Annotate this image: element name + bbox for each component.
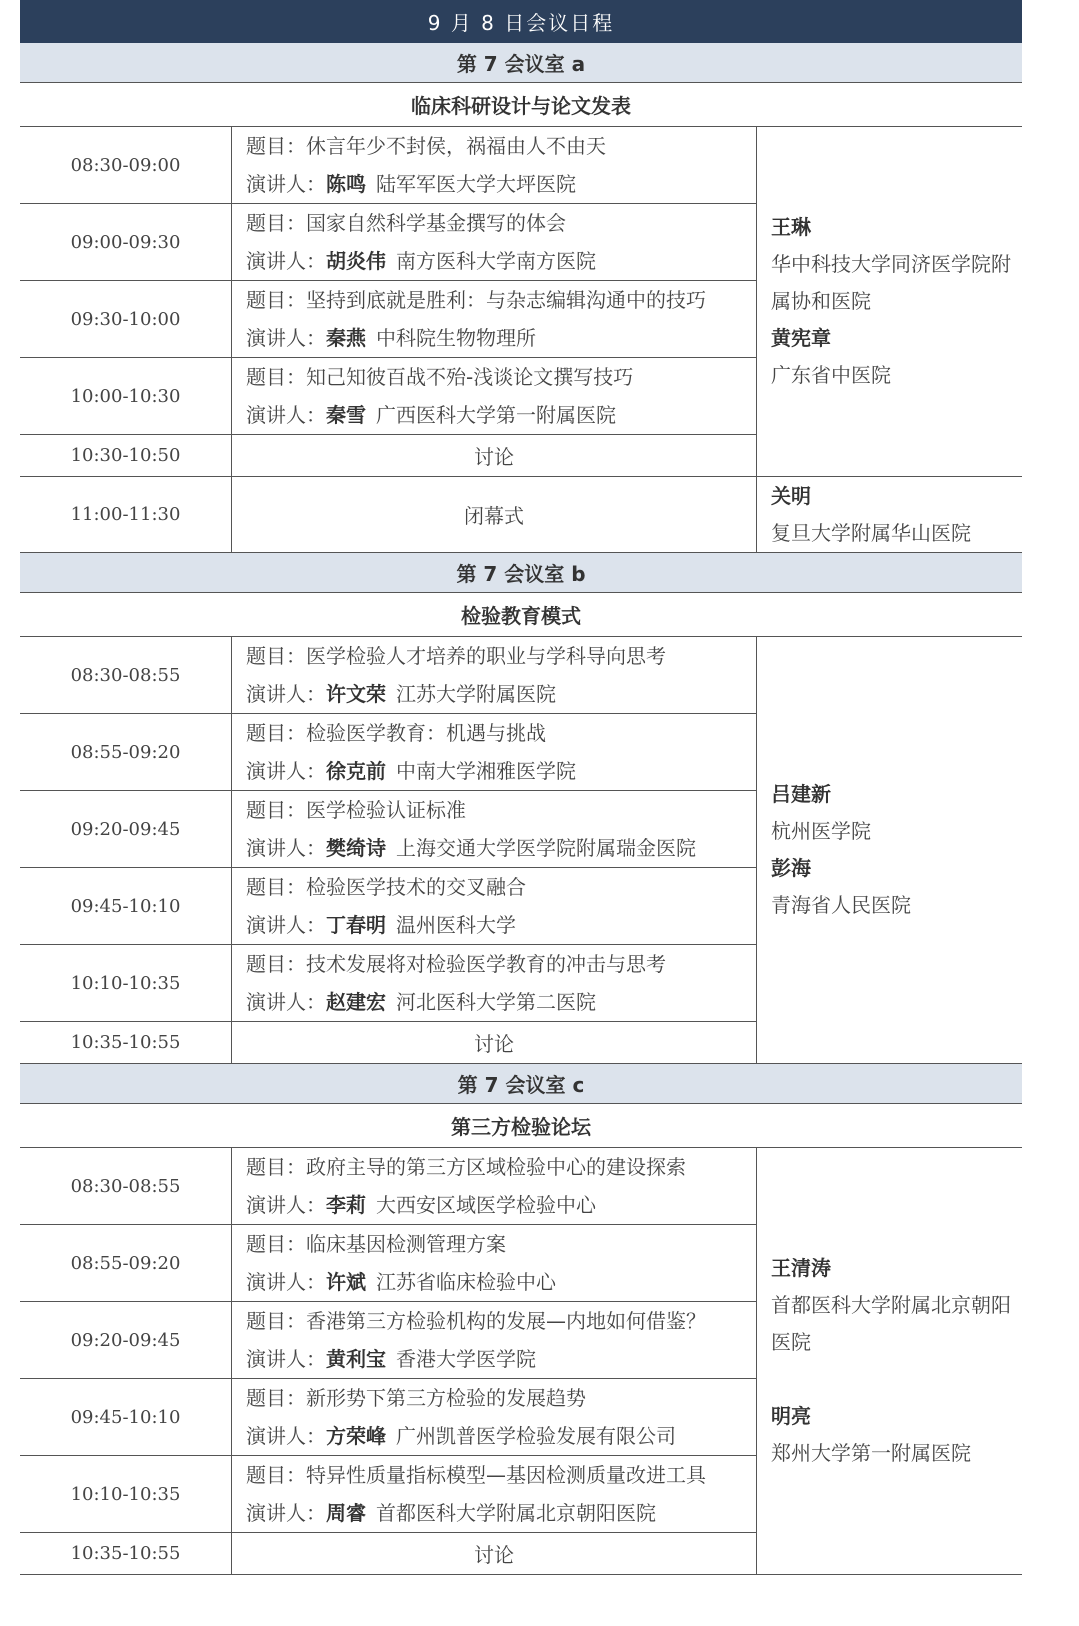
chair-affiliation: 华中科技大学同济医学院附 (771, 252, 1011, 276)
chair-name: 关明 (771, 483, 811, 508)
table-row (20, 1148, 1022, 1225)
speaker-name: 秦雪 (326, 403, 366, 427)
chair-affiliation: 广东省中医院 (771, 363, 891, 387)
chair-name: 黄宪章 (771, 326, 831, 350)
talk-cell (232, 1456, 757, 1533)
time-cell: 09:45-10:10 (20, 1379, 232, 1456)
talk-title: 题目：特异性质量指标模型—基因检测质量改进工具 (246, 1463, 706, 1487)
time-cell: 10:00-10:30 (20, 358, 232, 435)
speaker-name: 许文荣 (326, 682, 386, 706)
speaker-affiliation: 南方医科大学南方医院 (396, 249, 596, 273)
chair-name: 吕建新 (771, 782, 831, 806)
speaker-affiliation: 陆军军医大学大坪医院 (376, 172, 576, 196)
chair-cell (757, 1148, 1023, 1575)
speaker-label: 演讲人： (246, 990, 326, 1014)
time-cell: 09:45-10:10 (20, 868, 232, 945)
talk-cell (232, 127, 757, 204)
schedule-table-a (20, 127, 1022, 553)
talk-cell (232, 945, 757, 1022)
speaker-name: 方荣峰 (326, 1424, 386, 1448)
speaker-name: 徐克前 (326, 759, 386, 783)
room-header-a: 第 7 会议室 a (20, 43, 1022, 83)
schedule-table-b (20, 637, 1022, 1064)
chair-name: 王清涛 (771, 1256, 831, 1280)
time-cell: 09:00-09:30 (20, 204, 232, 281)
talk-speaker-line (246, 1494, 756, 1532)
schedule-table-c (20, 1148, 1022, 1575)
talk-cell (232, 358, 757, 435)
talk-title: 题目：检验医学技术的交叉融合 (246, 875, 526, 899)
talk-speaker-line (246, 829, 756, 867)
time-cell: 10:35-10:55 (20, 1022, 232, 1064)
speaker-affiliation: 中南大学湘雅医学院 (396, 759, 576, 783)
talk-speaker-line (246, 165, 756, 203)
speaker-label: 演讲人： (246, 326, 326, 350)
time-cell: 08:55-09:20 (20, 714, 232, 791)
table-row (20, 637, 1022, 714)
talk-speaker-line (246, 675, 756, 713)
chair-affiliation: 首都医科大学附属北京朝阳 (771, 1293, 1011, 1317)
chair-affiliation: 复旦大学附属华山医院 (771, 520, 971, 545)
speaker-name: 丁春明 (326, 913, 386, 937)
talk-cell (232, 714, 757, 791)
talk-speaker-line (246, 319, 756, 357)
speaker-name: 陈鸣 (326, 172, 366, 196)
talk-cell (232, 1302, 757, 1379)
talk-cell (232, 1148, 757, 1225)
talk-title: 题目：临床基因检测管理方案 (246, 1232, 506, 1256)
talk-title: 题目：香港第三方检验机构的发展—内地如何借鉴？ (246, 1309, 706, 1333)
talk-speaker-line (246, 396, 756, 434)
speaker-label: 演讲人： (246, 1501, 326, 1525)
time-cell: 08:30-08:55 (20, 637, 232, 714)
talk-title: 题目：检验医学教育：机遇与挑战 (246, 721, 546, 745)
speaker-affiliation: 江苏省临床检验中心 (376, 1270, 556, 1294)
time-cell: 09:20-09:45 (20, 791, 232, 868)
speaker-name: 李莉 (326, 1193, 366, 1217)
chair-cell (757, 637, 1023, 1064)
schedule-page (20, 0, 1022, 1575)
time-cell: 08:30-08:55 (20, 1148, 232, 1225)
talk-speaker-line (246, 1263, 756, 1301)
speaker-label: 演讲人： (246, 836, 326, 860)
table-row (20, 477, 1022, 553)
time-cell: 10:35-10:55 (20, 1533, 232, 1575)
room-header-c: 第 7 会议室 c (20, 1064, 1022, 1104)
talk-title: 题目：知己知彼百战不殆-浅谈论文撰写技巧 (246, 365, 634, 389)
chair-name: 明亮 (771, 1404, 811, 1428)
talk-cell (232, 1225, 757, 1302)
chair-name: 彭海 (771, 856, 811, 880)
speaker-label: 演讲人： (246, 172, 326, 196)
speaker-name: 胡炎伟 (326, 249, 386, 273)
talk-title: 题目：技术发展将对检验医学教育的冲击与思考 (246, 952, 666, 976)
chair-spacer (771, 1361, 1022, 1398)
discussion-cell: 讨论 (232, 1533, 757, 1575)
session-topic-a: 临床科研设计与论文发表 (20, 83, 1022, 127)
speaker-affiliation: 中科院生物物理所 (376, 326, 536, 350)
speaker-name: 黄利宝 (326, 1347, 386, 1371)
speaker-affiliation: 广州凯普医学检验发展有限公司 (396, 1424, 676, 1448)
speaker-name: 赵建宏 (326, 990, 386, 1014)
speaker-affiliation: 江苏大学附属医院 (396, 682, 556, 706)
chair-affiliation: 青海省人民医院 (771, 893, 911, 917)
chair-cell (757, 477, 1023, 553)
time-cell: 09:30-10:00 (20, 281, 232, 358)
time-cell: 08:55-09:20 (20, 1225, 232, 1302)
talk-cell (232, 1379, 757, 1456)
talk-title: 题目：政府主导的第三方区域检验中心的建设探索 (246, 1155, 686, 1179)
time-cell: 10:10-10:35 (20, 945, 232, 1022)
talk-speaker-line (246, 1417, 756, 1455)
speaker-label: 演讲人： (246, 913, 326, 937)
closing-cell: 闭幕式 (232, 477, 757, 553)
speaker-affiliation: 香港大学医学院 (396, 1347, 536, 1371)
talk-title: 题目：休言年少不封侯，祸福由人不由天 (246, 134, 606, 158)
speaker-label: 演讲人： (246, 1424, 326, 1448)
discussion-cell: 讨论 (232, 1022, 757, 1064)
table-row (20, 127, 1022, 204)
speaker-affiliation: 广西医科大学第一附属医院 (376, 403, 616, 427)
talk-speaker-line (246, 906, 756, 944)
talk-title: 题目：医学检验认证标准 (246, 798, 466, 822)
talk-cell (232, 791, 757, 868)
speaker-label: 演讲人： (246, 1347, 326, 1371)
speaker-label: 演讲人： (246, 1193, 326, 1217)
chair-affiliation: 郑州大学第一附属医院 (771, 1441, 971, 1465)
session-topic-b: 检验教育模式 (20, 593, 1022, 637)
discussion-cell: 讨论 (232, 435, 757, 477)
talk-title: 题目：新形势下第三方检验的发展趋势 (246, 1386, 586, 1410)
talk-speaker-line (246, 752, 756, 790)
chair-name: 王琳 (771, 215, 811, 239)
speaker-affiliation: 河北医科大学第二医院 (396, 990, 596, 1014)
talk-cell (232, 204, 757, 281)
speaker-affiliation: 温州医科大学 (396, 913, 516, 937)
talk-speaker-line (246, 1340, 756, 1378)
speaker-affiliation: 大西安区域医学检验中心 (376, 1193, 596, 1217)
speaker-label: 演讲人： (246, 249, 326, 273)
talk-title: 题目：医学检验人才培养的职业与学科导向思考 (246, 644, 666, 668)
speaker-affiliation: 上海交通大学医学院附属瑞金医院 (396, 836, 696, 860)
chair-affiliation: 医院 (771, 1330, 811, 1354)
speaker-label: 演讲人： (246, 682, 326, 706)
speaker-name: 秦燕 (326, 326, 366, 350)
speaker-name: 许斌 (326, 1270, 366, 1294)
talk-cell (232, 637, 757, 714)
time-cell: 09:20-09:45 (20, 1302, 232, 1379)
session-topic-c: 第三方检验论坛 (20, 1104, 1022, 1148)
speaker-name: 周睿 (326, 1501, 366, 1525)
speaker-label: 演讲人： (246, 403, 326, 427)
time-cell: 11:00-11:30 (20, 477, 232, 553)
talk-speaker-line (246, 1186, 756, 1224)
talk-cell (232, 868, 757, 945)
talk-speaker-line (246, 242, 756, 280)
chair-affiliation: 属协和医院 (771, 289, 871, 313)
speaker-label: 演讲人： (246, 1270, 326, 1294)
speaker-label: 演讲人： (246, 759, 326, 783)
room-header-b: 第 7 会议室 b (20, 553, 1022, 593)
time-cell: 10:30-10:50 (20, 435, 232, 477)
talk-cell (232, 281, 757, 358)
talk-title: 题目：坚持到底就是胜利：与杂志编辑沟通中的技巧 (246, 288, 706, 312)
time-cell: 10:10-10:35 (20, 1456, 232, 1533)
chair-cell (757, 127, 1023, 477)
speaker-name: 樊绮诗 (326, 836, 386, 860)
time-cell: 08:30-09:00 (20, 127, 232, 204)
talk-title: 题目：国家自然科学基金撰写的体会 (246, 211, 566, 235)
talk-speaker-line (246, 983, 756, 1021)
chair-affiliation: 杭州医学院 (771, 819, 871, 843)
page-title: 9 月 8 日会议日程 (20, 0, 1022, 43)
speaker-affiliation: 首都医科大学附属北京朝阳医院 (376, 1501, 656, 1525)
